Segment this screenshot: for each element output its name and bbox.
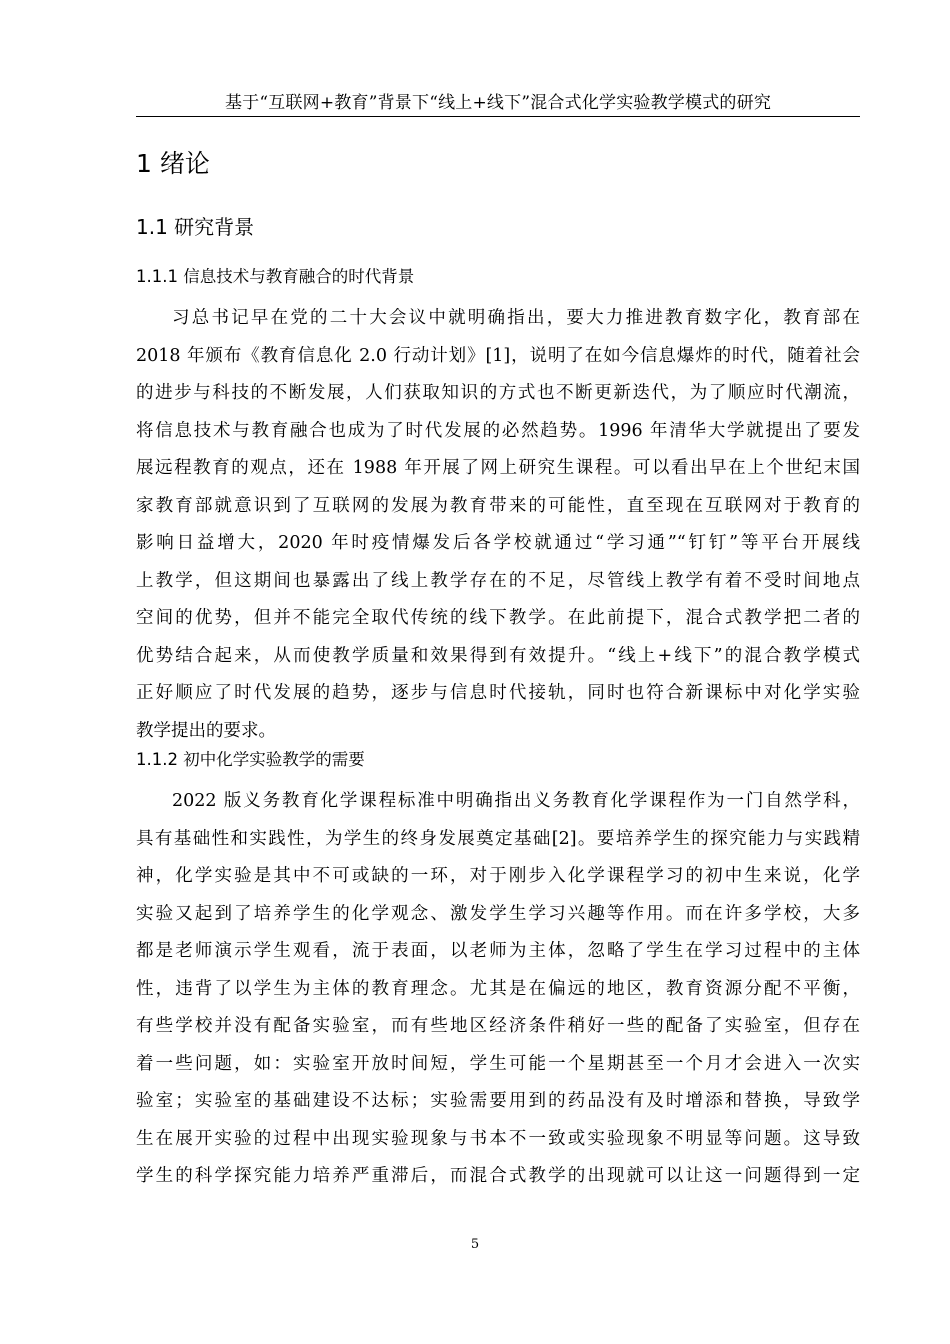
running-header: 基于“互联网+教育”背景下“线上+线下”混合式化学实验教学模式的研究 [224,93,772,113]
page-number: 5 [470,1237,480,1252]
paragraph-line: 生在展开实验的过程中出现实验现象与书本不一致或实验现象不明显等问题。这导致 [136,1128,860,1149]
paragraph-line: 着一些问题，如：实验室开放时间短，学生可能一个星期甚至一个月才会进入一次实 [136,1053,860,1074]
paragraph-line: 性，违背了以学生为主体的教育理念。尤其是在偏远的地区，教育资源分配不平衡， [136,978,860,999]
paragraph-line: 有些学校并没有配备实验室，而有些地区经济条件稍好一些的配备了实验室，但存在 [136,1016,860,1036]
paragraph-line: 展远程教育的观点，还在 1988 年开展了网上研究生课程。可以看出早在上个世纪末国 [136,458,860,478]
section-title: 1.1 研究背景 [136,215,255,239]
paragraph-line: 具有基础性和实践性，为学生的终身发展奠定基础[2]。要培养学生的探究能力与实践精 [136,828,860,849]
paragraph-line: 2018 年颁布《教育信息化 2.0 行动计划》[1]，说明了在如今信息爆炸的时代，随着社会 [136,345,860,366]
paragraph-line: 家教育部就意识到了互联网的发展为教育带来的可能性，直至现在互联网对于教育的 [136,495,860,516]
paragraph-line: 的进步与科技的不断发展，人们获取知识的方式也不断更新迭代，为了顺应时代潮流， [136,383,860,403]
paragraph-line: 将信息技术与教育融合也成为了时代发展的必然趋势。1996 年清华大学就提出了要发 [136,420,860,441]
paragraph-line: 验室；实验室的基础建设不达标；实验需要用到的药品没有及时增添和替换，导致学 [136,1091,860,1111]
paragraph-line: 空间的优势，但并不能完全取代传统的线下教学。在此前提下，混合式教学把二者的 [136,608,860,628]
paragraph-line: 实验又起到了培养学生的化学观念、激发学生学习兴趣等作用。而在许多学校，大多 [136,903,860,924]
paragraph-line: 优势结合起来，从而使教学质量和效果得到有效提升。“线上+线下”的混合教学模式 [136,645,860,666]
chapter-title: 1 绪论 [136,149,210,178]
paragraph-line: 正好顺应了时代发展的趋势，逐步与信息时代接轨，同时也符合新课标中对化学实验 [136,683,860,703]
paragraph-line: 教学提出的要求。 [136,720,276,741]
paragraph-line: 影响日益增大，2020 年时疫情爆发后各学校就通过“学习通”“钉钉”等平台开展线 [136,533,860,553]
header-rule [136,116,860,117]
paragraph-line: 学生的科学探究能力培养严重滞后，而混合式教学的出现就可以让这一问题得到一定 [136,1166,860,1186]
subsection-title-1-1-1: 1.1.1 信息技术与教育融合的时代背景 [136,267,415,286]
paragraph-line: 习总书记早在党的二十大会议中就明确指出，要大力推进教育数字化，教育部在 [172,308,860,328]
paragraph-line: 都是老师演示学生观看，流于表面，以老师为主体，忽略了学生在学习过程中的主体 [136,941,860,961]
paragraph-line: 上教学，但这期间也暴露出了线上教学存在的不足，尽管线上教学有着不受时间地点 [136,570,860,591]
paragraph-line: 2022 版义务教育化学课程标准中明确指出义务教育化学课程作为一门自然学科， [172,791,860,811]
paragraph-1-1-1 [136,300,860,750]
paragraph-line: 神，化学实验是其中不可或缺的一环，对于刚步入化学课程学习的初中生来说，化学 [136,866,860,886]
paragraph-1-1-2 [136,783,860,1196]
subsection-title-1-1-2: 1.1.2 初中化学实验教学的需要 [136,750,365,769]
